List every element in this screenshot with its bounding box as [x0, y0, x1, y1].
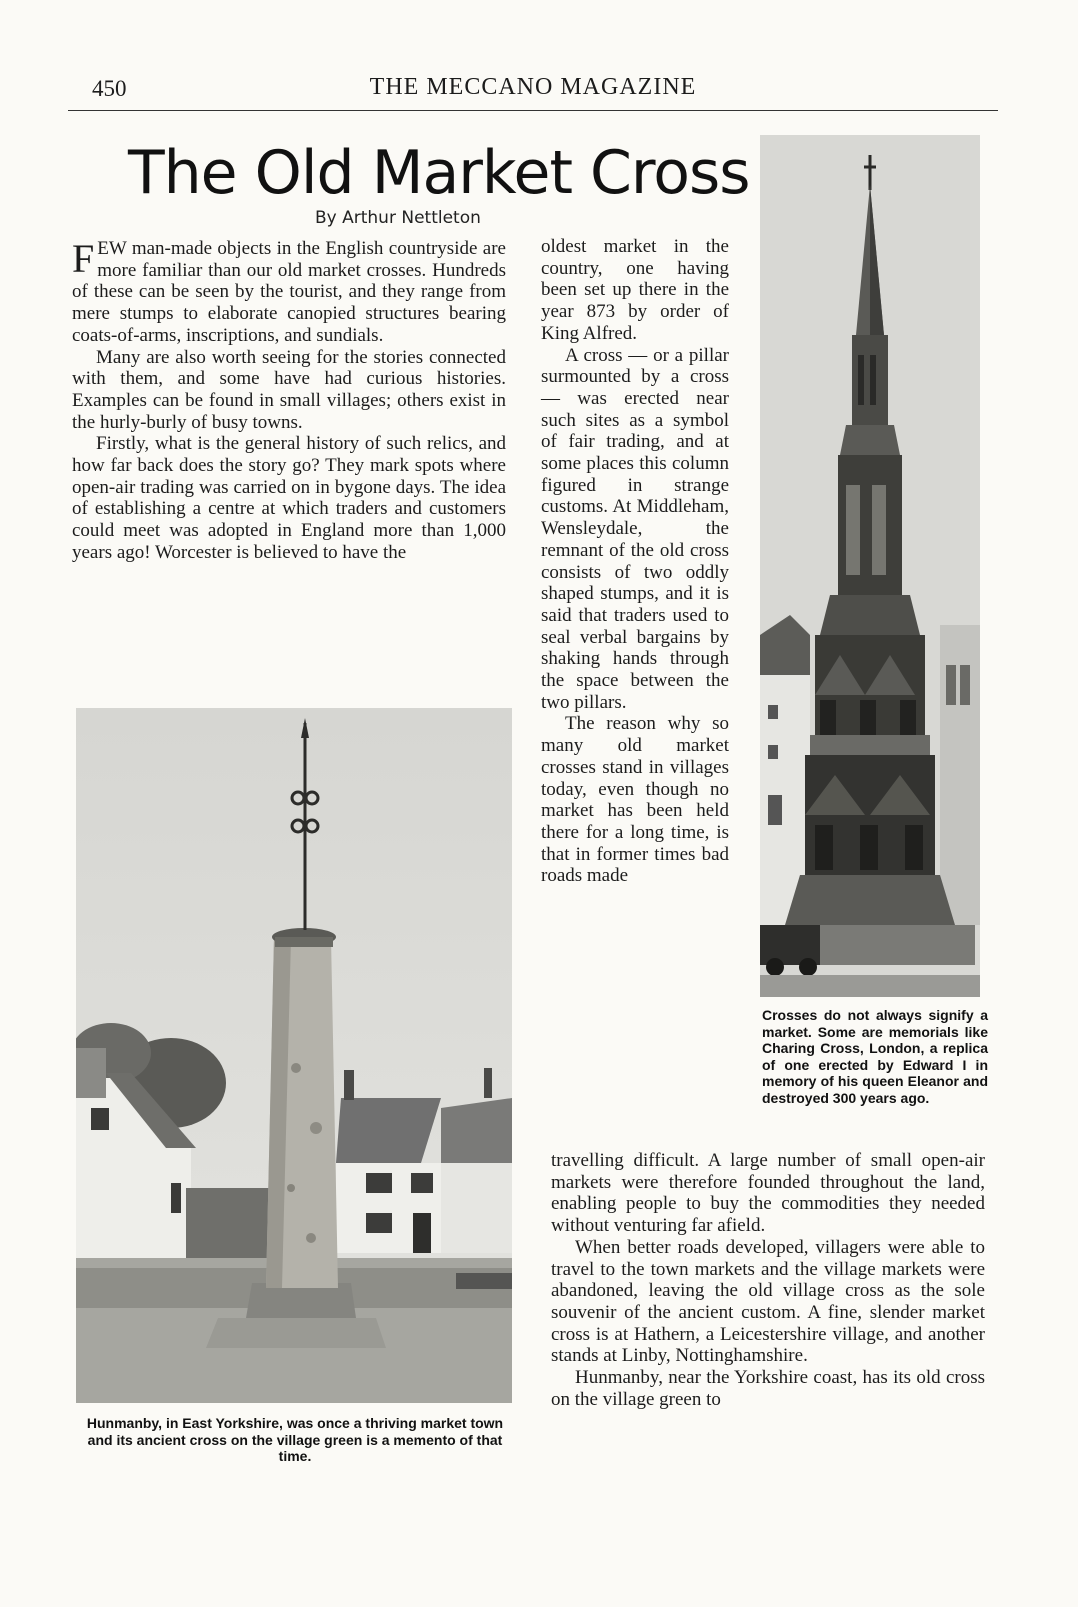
paragraph: The reason why so many old market crosses stand in villages today, even though no market has been held there for a long time, is that in former times bad roads made [541, 713, 729, 887]
photo-caption-right: Crosses do not always signify a market. Some are memorials like Charing Cross, London, a replica of one erected by Edward I in memory of his queen Eleanor and destroyed 300 years ago. [762, 1007, 988, 1106]
article-title: The Old Market Cross [128, 138, 750, 208]
paragraph: oldest market in the country, one having been set up there in the year 873 by order of King Alfred. [541, 236, 729, 344]
drop-cap: F [72, 236, 95, 281]
paragraph: Firstly, what is the general history of such relics, and how far back does the story go? They mark spots where open-air trading was carried on in bygone days. The idea of establishing a centre at which traders and customers could meet was adopted in England more than 1,000 years ago! Worcester is believed to have the [72, 433, 506, 563]
paragraph: Hunmanby, near the Yorkshire coast, has its old cross on the village green to [551, 1367, 985, 1410]
page-header [68, 72, 998, 111]
paragraph: When better roads developed, villagers were able to travel to the town markets and the village markets were abandoned, leaving the old village cross as the sole souvenir of the ancient custom. A fine, slender market cross is at Hathern, a Leicestershire village, and another stands at Linby, Nottinghamshire. [551, 1236, 985, 1367]
text-column-3 [551, 1150, 985, 1410]
paragraph: A cross — or a pillar surmounted by a cross — was erected near such sites as a symbol of fair trading, and at some places this column figured in strange customs. At Middleham, Wensleydale, the remnant of the old cross consists of two oddly shaped stumps, and it is said that traders used to seal verbal bargains by shaking hands through the space between the two pillars. [541, 344, 729, 713]
charing-cross-photo [760, 135, 980, 997]
paragraph: Many are also worth seeing for the stories connected with them, and some have had curious histories. Examples can be found in small villages; others exist in the hurly-burly of busy towns. [72, 346, 506, 433]
page-number: 450 [92, 76, 127, 101]
text-column-1 [72, 238, 506, 564]
paragraph-text: EW man-made objects in the English countryside are more familiar than our old market crosses. Hundreds of these can be seen by the tourist, and they range from mere stumps to elaborate canopied structures bearing coats-of-arms, inscriptions, and sundials. [72, 238, 506, 346]
text-column-2 [541, 236, 729, 887]
paragraph: travelling difficult. A large number of small open-air markets were therefore founded throughout the land, enabling people to buy the commodities they needed without venturing far afield. [551, 1150, 985, 1237]
photo-caption-left: Hunmanby, in East Yorkshire, was once a thriving market town and its ancient cross on the village green is a memento of that time. [86, 1415, 504, 1464]
hunmanby-cross-photo [76, 708, 512, 1403]
paragraph [72, 238, 506, 347]
magazine-title: THE MECCANO MAGAZINE [369, 74, 697, 100]
hunmanby-cross-illustration [76, 708, 512, 1403]
charing-cross-illustration [760, 135, 980, 997]
byline: By Arthur Nettleton [315, 208, 481, 228]
